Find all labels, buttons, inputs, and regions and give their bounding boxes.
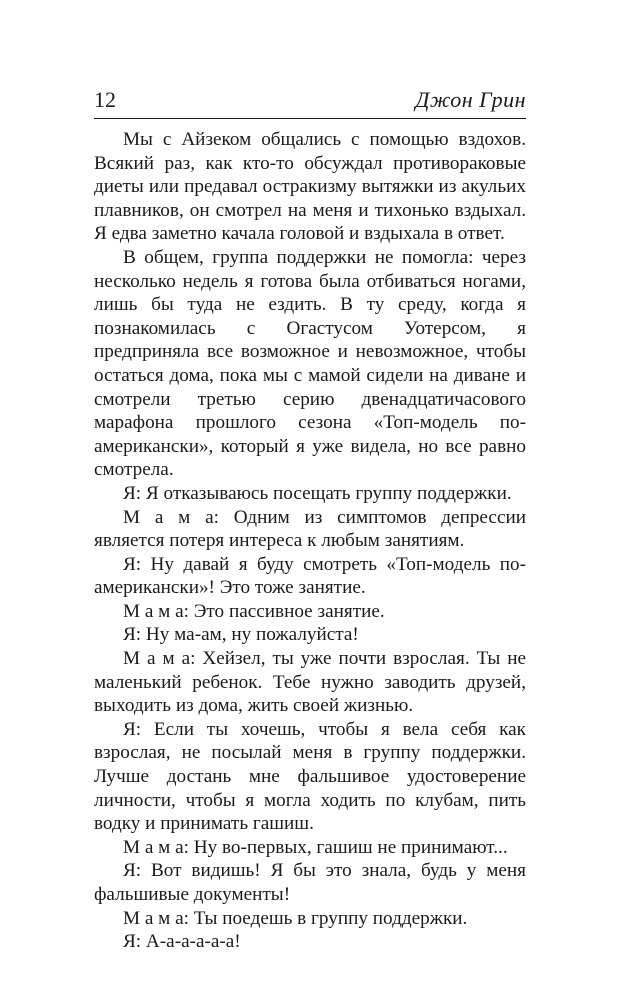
running-title: Джон Грин bbox=[415, 87, 526, 112]
page-number: 12 bbox=[94, 87, 116, 112]
dialogue-line: Я: Я отказываюсь посещать группу поддержки. bbox=[123, 482, 512, 504]
dialogue-line: М а м а: Одним из симптомов депрессии является потеря интереса к любым занятиям. bbox=[94, 506, 526, 552]
dialogue-line: М а м а: Ну во-первых, гашиш не принимают... bbox=[123, 836, 508, 858]
body-text bbox=[94, 128, 526, 954]
page-header bbox=[94, 88, 526, 118]
dialogue-line: М а м а: Ты поедешь в группу поддержки. bbox=[123, 907, 468, 929]
dialogue-line: М а м а: Это пассивное занятие. bbox=[123, 600, 385, 622]
paragraph-2: В общем, группа поддержки не помогла: через несколько недель я готова была отбиваться ногами, лишь бы туда не ездить. В ту среду, когда я познакомилась с Огастусом Уотерсом, я предприняла все возможное и невозможное, чтобы остаться дома, пока мы с мамой сидели на диване и смотрели третью серию двенадцатичасового марафона прошлого сезона «Топ-модель по-американски», который я уже видела, но все равно смотрела. bbox=[94, 246, 526, 481]
header-rule bbox=[94, 118, 526, 119]
dialogue-line: Я: Ну давай я буду смотреть «Топ-модель по-американски»! Это тоже занятие. bbox=[94, 553, 526, 599]
paragraph-1: Мы с Айзеком общались с помощью вздохов. Всякий раз, как кто-то обсуждал противораковые диеты или предавал остракизму вытяжки из акульих плавников, он смотрел на меня и тихонько вздыхал. Я едва заметно качала головой и вздыхала в ответ. bbox=[94, 129, 526, 245]
dialogue-line: Я: А-а-а-а-а-а! bbox=[123, 931, 241, 953]
dialogue-line: Я: Если ты хочешь, чтобы я вела себя как взрослая, не посылай меня в группу поддержки. Лучше достань мне фальшивое удостоверение личности, чтобы я могла ходить по клубам, пить водку и принимать гашиш. bbox=[94, 718, 526, 835]
dialogue-line: Я: Ну ма-ам, ну пожалуйста! bbox=[123, 624, 359, 646]
dialogue-line: Я: Вот видишь! Я бы это знала, будь у меня фальшивые документы! bbox=[94, 860, 526, 905]
dialogue-line: М а м а: Хейзел, ты уже почти взрослая. Ты не маленький ребенок. Тебе нужно заводить друзей, выходить из дома, жить своей жизнью. bbox=[94, 648, 526, 717]
